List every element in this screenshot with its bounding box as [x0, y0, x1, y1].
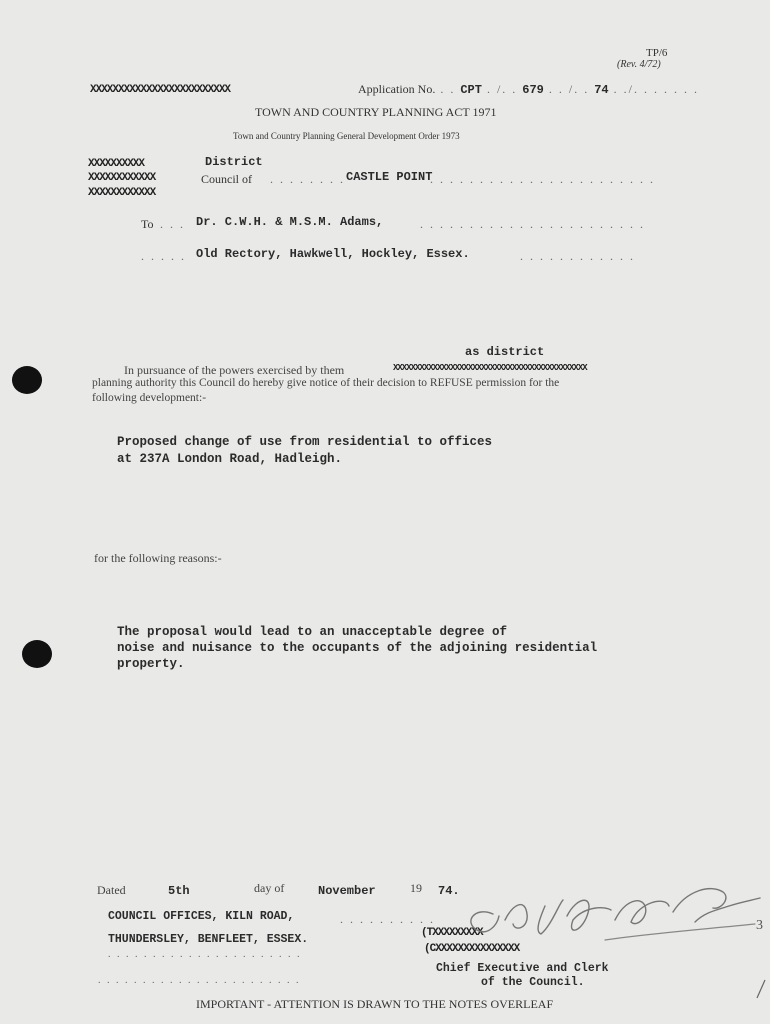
order-title: Town and Country Planning General Development Order 1973 [233, 131, 460, 141]
form-revision: (Rev. 4/72) [617, 59, 661, 70]
to-label: To [141, 217, 154, 231]
signatory-title-1: Chief Executive and Clerk [436, 962, 609, 975]
punch-hole-top [12, 366, 42, 394]
development-line-1: Proposed change of use from residential to offices [117, 435, 493, 449]
margin-mark: 3 [756, 918, 763, 933]
application-label: Application No. [358, 82, 436, 96]
reason-line-3: property. [117, 657, 185, 671]
address-dots-lead: . . . . . [141, 249, 186, 263]
address-dots-trail: . . . . . . . . . . . . [520, 249, 635, 263]
addressee-name-dots: . . . . . . . . . . . . . . . . . . . . . . . [420, 217, 645, 231]
form-code: TP/6 [646, 47, 668, 59]
office-address-line-2: THUNDERSLEY, BENFLEET, ESSEX. [108, 933, 309, 946]
office-dots-3: . . . . . . . . . . . . . . . . . . . . . . . [98, 975, 301, 986]
application-ref-1: CPT [460, 83, 482, 97]
as-district: as district [465, 345, 545, 359]
margin-tick [755, 978, 767, 1002]
header-crossed-out: XXXXXXXXXXXXXXXXXXXXXXXXX [90, 84, 231, 96]
signatory-title-2: of the Council. [481, 976, 585, 989]
addressee-address: Old Rectory, Hawkwell, Hockley, Essex. [196, 247, 470, 261]
day-of-label: day of [254, 881, 285, 895]
council-xout-1: XXXXXXXXXX [88, 158, 145, 170]
reason-line-1: The proposal would lead to an unacceptable degree of [117, 625, 508, 639]
council-of-label: Council of [201, 172, 252, 186]
punch-hole-bottom [22, 640, 52, 668]
signatory-xout-1: (TXXXXXXXXX [421, 927, 483, 939]
pursuance-crossed-out: XXXXXXXXXXXXXXXXXXXXXXXXXXXXXXXXXXXXXXXXXXXX [393, 363, 587, 373]
office-dots-1: . . . . . . . . . . [340, 912, 435, 926]
application-ref-2: 679 [522, 83, 544, 97]
dated-day: 5th [168, 884, 190, 898]
council-type: District [205, 155, 263, 169]
application-ref-3: 74 [594, 83, 609, 97]
addressee-name: Dr. C.W.H. & M.S.M. Adams, [196, 215, 384, 229]
dated-month: November [318, 884, 376, 898]
application-no: Application No. . . CPT . /. . 679 . . /. . 74 . ./. . . . . . . [358, 82, 699, 97]
office-address-line-1: COUNCIL OFFICES, KILN ROAD, [108, 910, 295, 923]
office-dots-2: . . . . . . . . . . . . . . . . . . . . . . [108, 949, 302, 960]
development-line-2: at 237A London Road, Hadleigh. [117, 452, 343, 466]
handwritten-signature [455, 876, 765, 956]
pursuance-line-3: following development:- [92, 392, 207, 404]
dated-year: 74. [438, 884, 460, 898]
council-xout-2: XXXXXXXXXXXX [88, 172, 156, 184]
council-name: CASTLE POINT [346, 170, 433, 184]
council-dots: . . . . . . . . [270, 172, 345, 186]
council-xout-3: XXXXXXXXXXXX [88, 187, 156, 199]
signatory-xout-2: (CXXXXXXXXXXXXXXX [424, 943, 520, 955]
footer-notice: IMPORTANT - ATTENTION IS DRAWN TO THE NOTES OVERLEAF [196, 997, 554, 1011]
reason-line-2: noise and nuisance to the occupants of the adjoining residential [117, 641, 598, 655]
council-dots-2: . . . . . . . . . . . . . . . . . . . . . . . [430, 172, 655, 186]
year-prefix: 19 [410, 881, 422, 895]
reasons-label: for the following reasons:- [94, 551, 222, 565]
dated-label: Dated [97, 883, 126, 897]
to-dots: . . . [160, 217, 185, 231]
pursuance-line-2: planning authority this Council do hereby give notice of their decision to REFUSE permission for the [92, 377, 560, 389]
act-title: TOWN AND COUNTRY PLANNING ACT 1971 [255, 105, 497, 119]
pursuance-line-1: In pursuance of the powers exercised by them [124, 363, 345, 377]
